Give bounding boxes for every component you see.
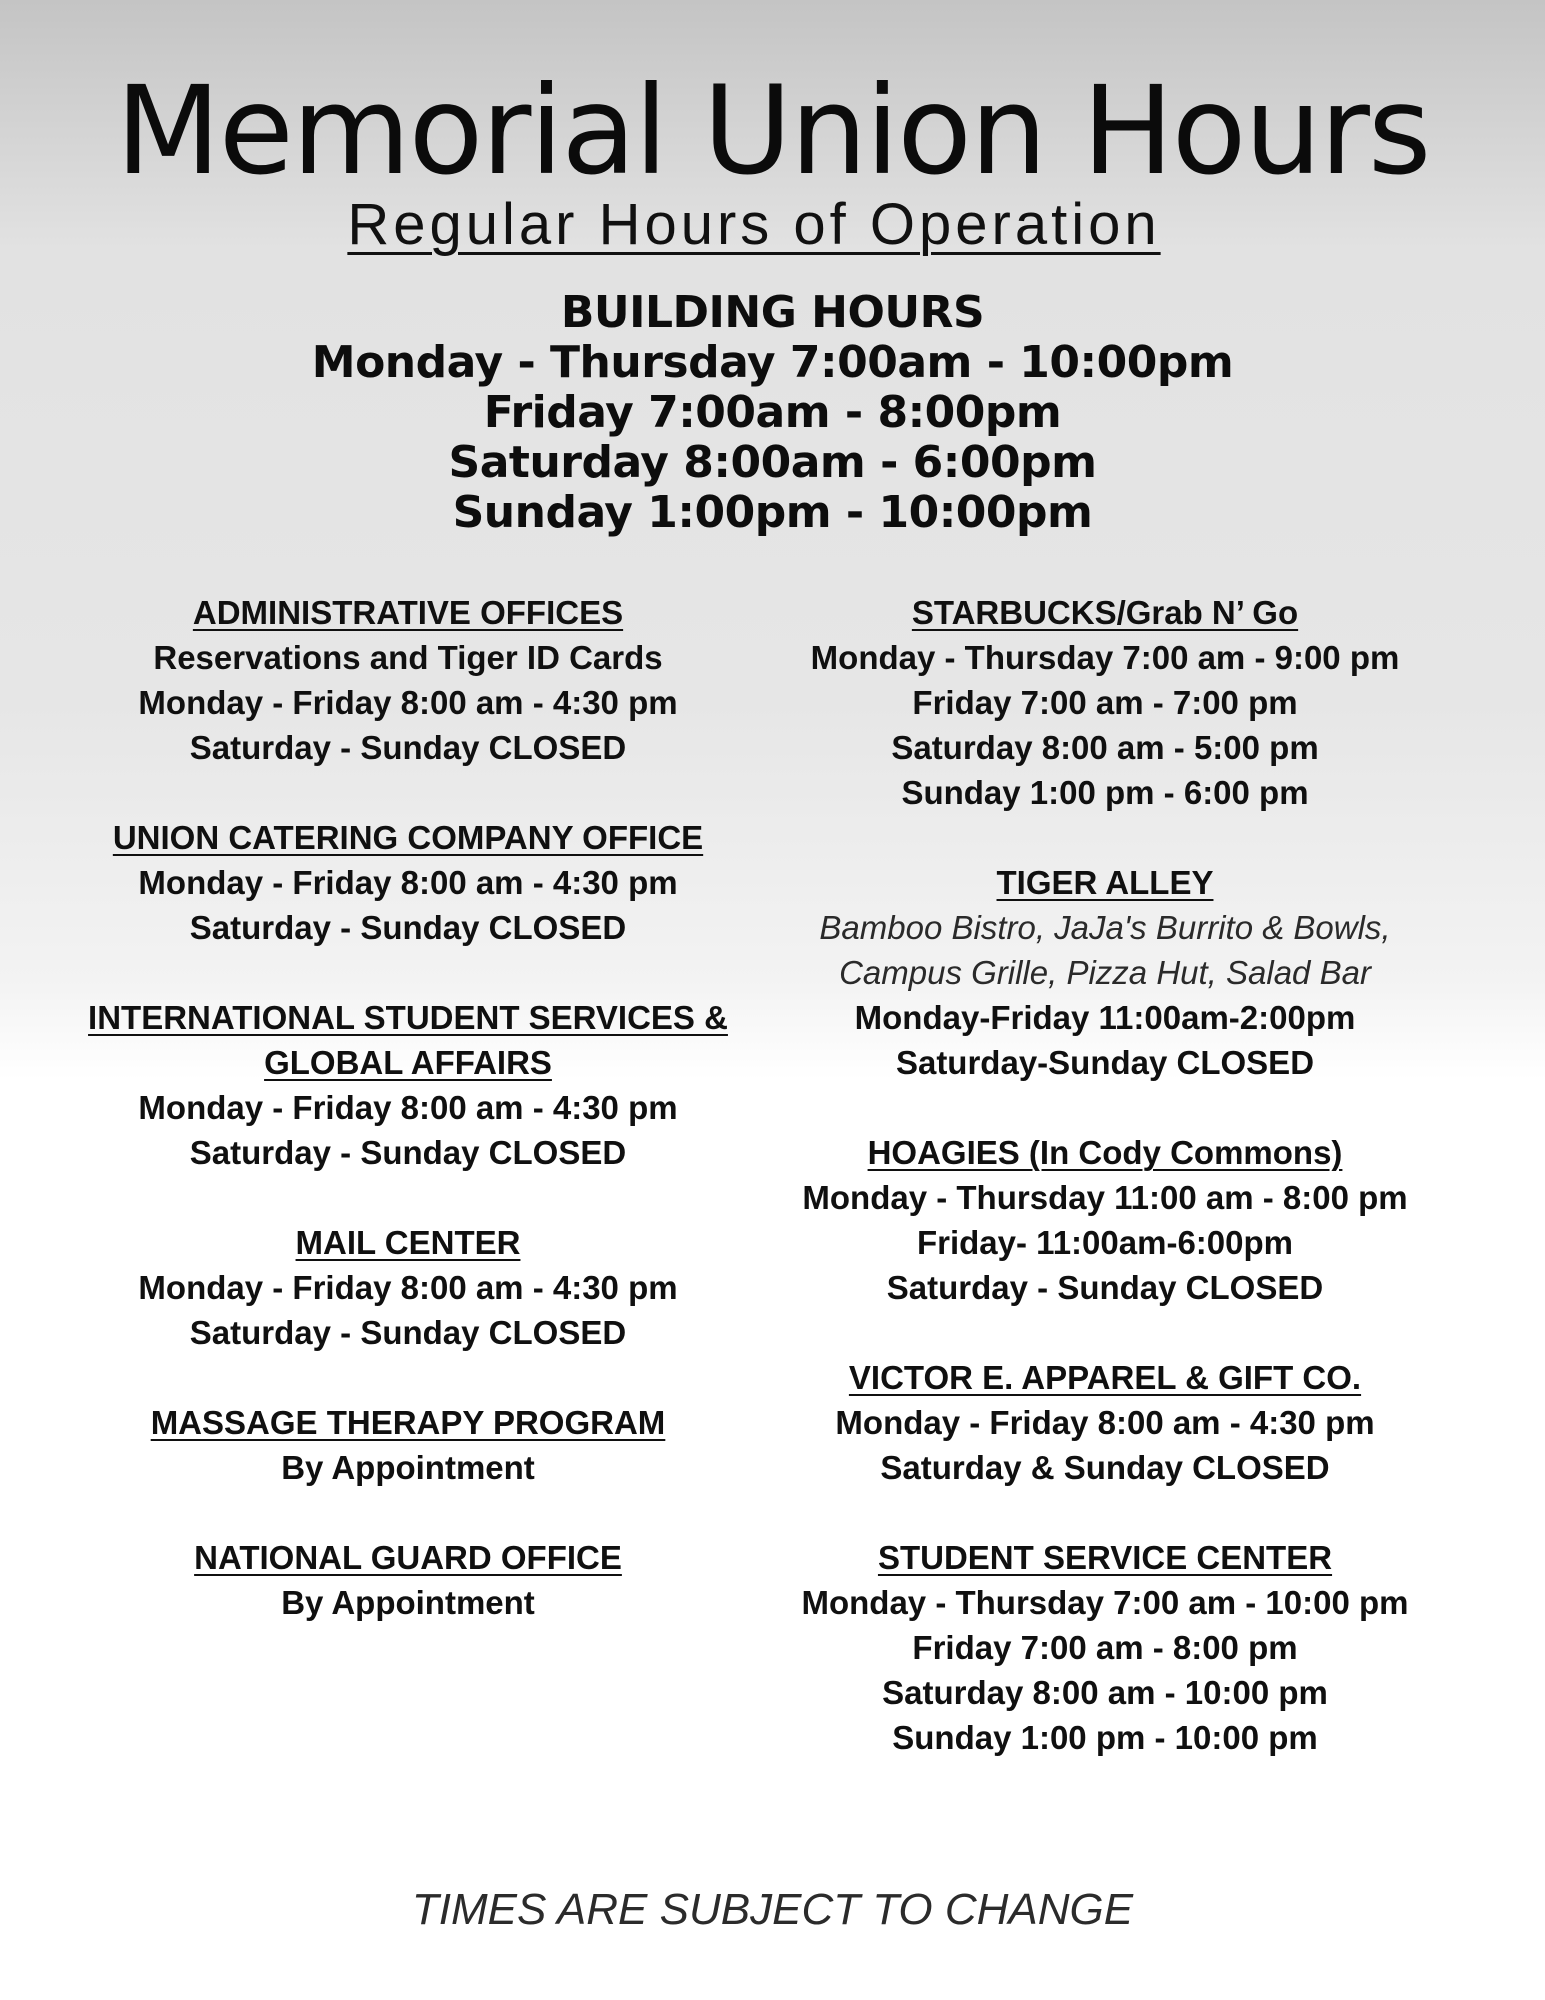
section-line: Reservations and Tiger ID Cards [153,639,663,676]
section-line: Monday - Friday 8:00 am - 4:30 pm [138,684,678,721]
page-subtitle-text: Regular Hours of Operation [347,192,1161,257]
section-international-student-services [70,995,746,1175]
section-line: Saturday & Sunday CLOSED [880,1449,1330,1486]
building-hours-line: Sunday 1:00pm - 10:00pm [452,487,1093,538]
section-line: Saturday-Sunday CLOSED [895,1044,1315,1081]
section-line: Monday - Thursday 7:00 am - 10:00 pm [801,1584,1409,1621]
section-line: Monday - Friday 8:00 am - 4:30 pm [138,864,678,901]
section-heading: MASSAGE THERAPY PROGRAM [150,1404,666,1441]
section-line: Monday - Friday 8:00 am - 4:30 pm [835,1404,1375,1441]
section-line: Saturday - Sunday CLOSED [189,729,627,766]
section-hoagies [780,1130,1430,1310]
section-heading: INTERNATIONAL STUDENT SERVICES & [88,999,728,1036]
section-administrative-offices [70,590,746,770]
section-mail-center [70,1220,746,1355]
building-hours [0,288,1545,538]
section-victor-e-apparel [780,1355,1430,1490]
section-vendor-list: Campus Grille, Pizza Hut, Salad Bar [839,954,1371,991]
building-hours-heading: BUILDING HOURS [560,287,985,338]
section-line: Sunday 1:00 pm - 10:00 pm [892,1719,1318,1756]
page-subtitle [0,192,1508,257]
page-title: Memorial Union Hours [115,60,1430,202]
section-heading: UNION CATERING COMPANY OFFICE [112,819,704,856]
section-heading: MAIL CENTER [295,1224,521,1261]
section-union-catering [70,815,746,950]
footer-note: TIMES ARE SUBJECT TO CHANGE [411,1885,1134,1934]
section-line: Saturday 8:00 am - 10:00 pm [882,1674,1328,1711]
section-line: Monday - Friday 8:00 am - 4:30 pm [138,1269,678,1306]
section-line: By Appointment [281,1449,535,1486]
section-heading: STARBUCKS/Grab N’ Go [911,594,1299,631]
section-line: Saturday - Sunday CLOSED [189,909,627,946]
section-tiger-alley [780,860,1430,1085]
building-hours-line: Monday - Thursday 7:00am - 10:00pm [311,337,1234,388]
section-line: By Appointment [281,1584,535,1621]
section-heading: STUDENT SERVICE CENTER [877,1539,1333,1576]
section-line: Saturday - Sunday CLOSED [886,1269,1324,1306]
section-heading: NATIONAL GUARD OFFICE [194,1539,622,1576]
section-student-service-center [780,1535,1430,1760]
section-line: Saturday - Sunday CLOSED [189,1134,627,1171]
section-line: Monday - Thursday 11:00 am - 8:00 pm [802,1179,1408,1216]
section-massage-therapy [70,1400,746,1490]
section-line: Sunday 1:00 pm - 6:00 pm [901,774,1309,811]
section-heading: HOAGIES (In Cody Commons) [867,1134,1343,1171]
section-vendor-list: Bamboo Bistro, JaJa's Burrito & Bowls, [819,909,1391,946]
right-column [780,590,1430,1805]
section-national-guard [70,1535,746,1625]
section-line: Saturday - Sunday CLOSED [189,1314,627,1351]
section-heading: TIGER ALLEY [996,864,1214,901]
section-line: Monday-Friday 11:00am-2:00pm [854,999,1356,1036]
section-line: Friday 7:00 am - 7:00 pm [912,684,1298,721]
section-heading: VICTOR E. APPAREL & GIFT CO. [848,1359,1362,1396]
section-line: Monday - Friday 8:00 am - 4:30 pm [138,1089,678,1126]
building-hours-line: Saturday 8:00am - 6:00pm [448,437,1097,488]
section-heading: GLOBAL AFFAIRS [264,1044,552,1081]
section-line: Friday 7:00 am - 8:00 pm [912,1629,1298,1666]
left-column [70,590,746,1670]
section-line: Monday - Thursday 7:00 am - 9:00 pm [810,639,1400,676]
section-line: Friday- 11:00am-6:00pm [916,1224,1293,1261]
section-heading: ADMINISTRATIVE OFFICES [192,594,624,631]
section-line: Saturday 8:00 am - 5:00 pm [891,729,1319,766]
building-hours-line: Friday 7:00am - 8:00pm [483,387,1062,438]
section-starbucks [780,590,1430,815]
